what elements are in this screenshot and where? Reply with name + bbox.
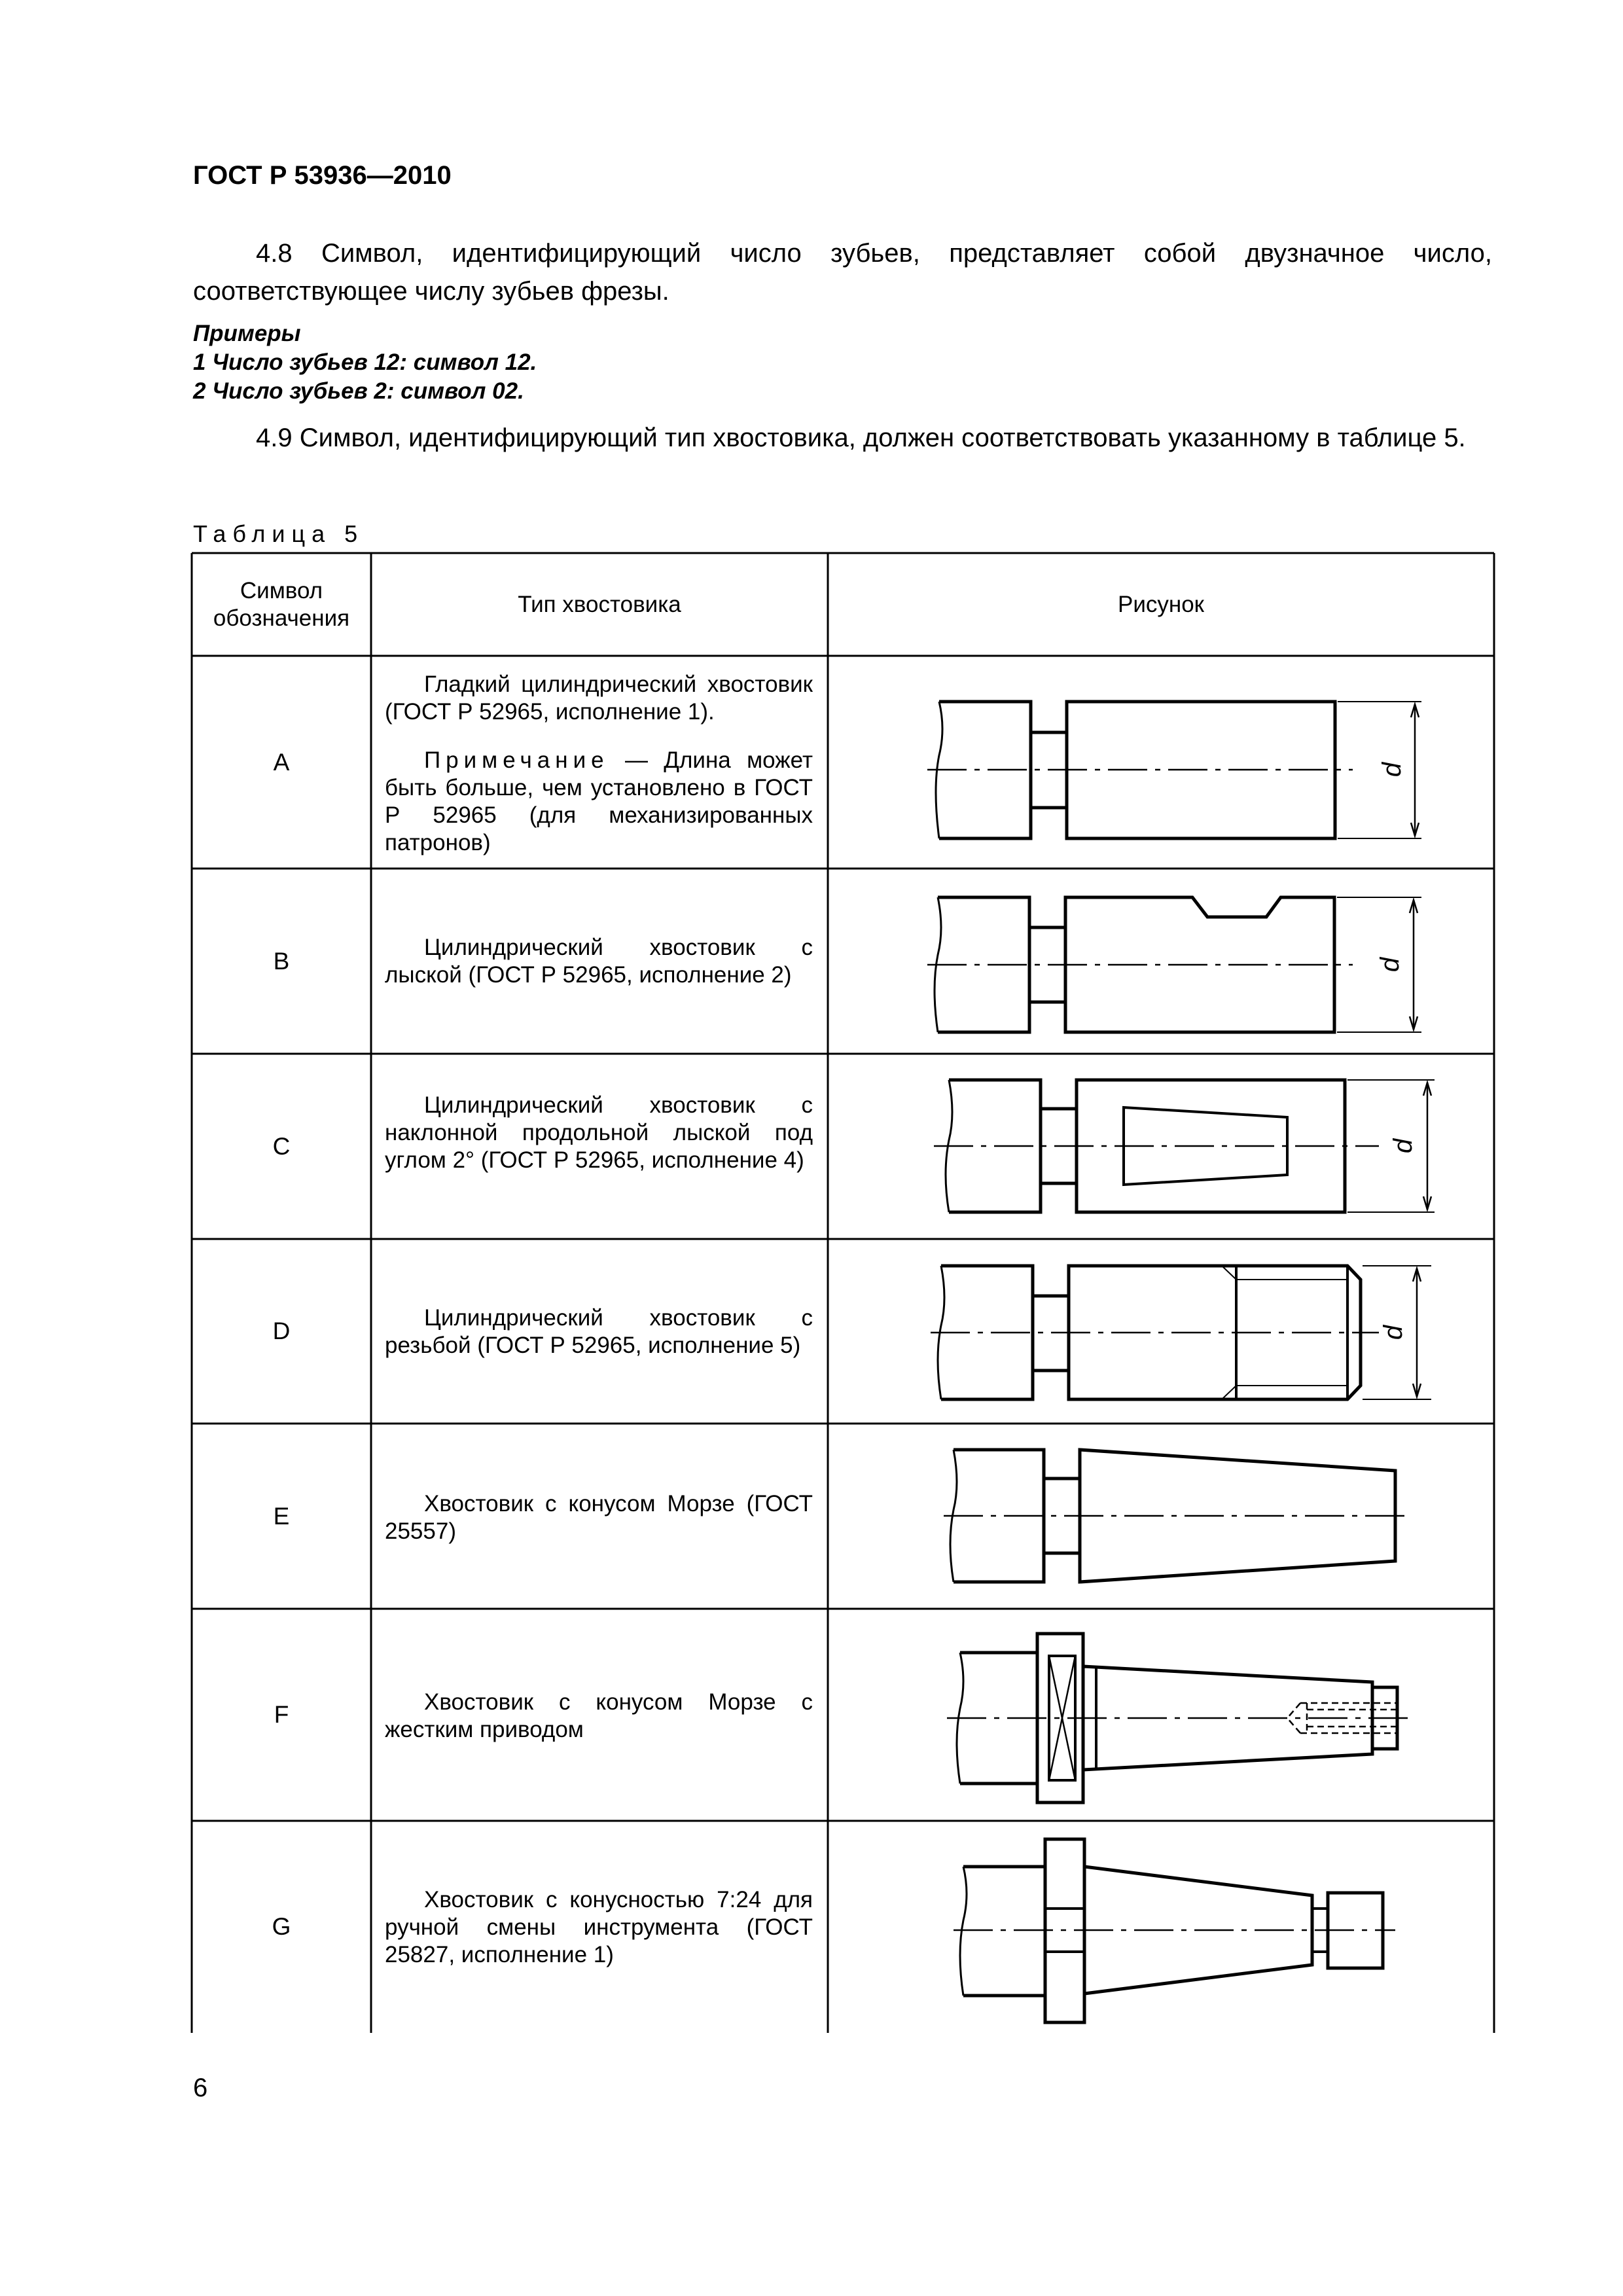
header-symbol: Символ обозначения bbox=[213, 577, 350, 631]
header-figure: Рисунок bbox=[1117, 591, 1204, 617]
symbol-g: G bbox=[272, 1913, 291, 1940]
type-e-text: Хвостовик с конусом Морзе (ГОСТ 25557) bbox=[385, 1491, 813, 1544]
figure-shank-a bbox=[829, 657, 1493, 867]
symbol-e: E bbox=[273, 1502, 290, 1530]
header-type: Тип хвостовика bbox=[518, 591, 681, 617]
symbol-b: B bbox=[273, 947, 290, 975]
symbol-a: A bbox=[273, 748, 290, 776]
figure-shank-g bbox=[829, 1822, 1493, 2032]
type-c-text: Цилиндрический хвостовик с наклонной продольной лыской под углом 2° (ГОСТ Р 52965, исполнение 4) bbox=[385, 1092, 813, 1173]
type-g bbox=[385, 1886, 813, 1969]
symbol-c: C bbox=[272, 1132, 291, 1160]
type-f-text: Хвостовик с конусом Морзе с жестким приводом bbox=[385, 1689, 813, 1742]
type-d-text: Цилиндрический хвостовик с резьбой (ГОСТ Р 52965, исполнение 5) bbox=[385, 1305, 813, 1358]
dim-label-a: d bbox=[1378, 762, 1406, 778]
dim-label-d: d bbox=[1379, 1325, 1408, 1340]
type-a bbox=[385, 671, 813, 857]
dim-label-c: d bbox=[1389, 1138, 1418, 1154]
type-c bbox=[385, 1092, 813, 1174]
examples-title: Примеры bbox=[193, 321, 301, 346]
type-b-text: Цилиндрический хвостовик с лыской (ГОСТ Р 52965, исполнение 2) bbox=[385, 935, 813, 988]
figure-shank-b bbox=[829, 870, 1493, 1052]
symbol-d: D bbox=[272, 1318, 291, 1344]
type-g-text: Хвостовик с конусностью 7:24 для ручной смены инструмента (ГОСТ 25827, исполнение 1) bbox=[385, 1887, 813, 1967]
symbol-f: F bbox=[274, 1701, 289, 1728]
figure-shank-f bbox=[829, 1610, 1493, 1820]
type-b bbox=[385, 934, 813, 989]
note-text: — Длина может быть больше, чем установлено в ГОСТ Р 52965 (для механизированных патронов) bbox=[385, 747, 813, 855]
figure-shank-d bbox=[829, 1240, 1493, 1422]
paragraph-4-9: 4.9 Символ, идентифицирующий тип хвостовика, должен соответствовать указанному в таблице 5. bbox=[256, 423, 1466, 452]
type-d bbox=[385, 1304, 813, 1359]
dim-label-b: d bbox=[1376, 957, 1404, 973]
figure-shank-c bbox=[829, 1055, 1493, 1238]
page-number: 6 bbox=[193, 2073, 208, 2102]
type-a-text: Гладкий цилиндрический хвостовик (ГОСТ Р 52965, исполнение 1). bbox=[385, 672, 813, 725]
document-header: ГОСТ Р 53936—2010 bbox=[193, 161, 452, 190]
example-item-1: 1 Число зубьев 12: символ 12. bbox=[193, 350, 537, 375]
type-f bbox=[385, 1689, 813, 1744]
example-item-2: 2 Число зубьев 2: символ 02. bbox=[193, 378, 524, 404]
type-e bbox=[385, 1490, 813, 1545]
paragraph-4-8: 4.8 Символ, идентифицирующий число зубьев, представляет собой двузначное число, соответствующее числу зубьев фрезы. bbox=[193, 239, 1492, 306]
note-label: Примечание bbox=[424, 747, 609, 773]
figure-shank-e bbox=[829, 1425, 1493, 1607]
table-caption: Таблица 5 bbox=[193, 520, 365, 547]
